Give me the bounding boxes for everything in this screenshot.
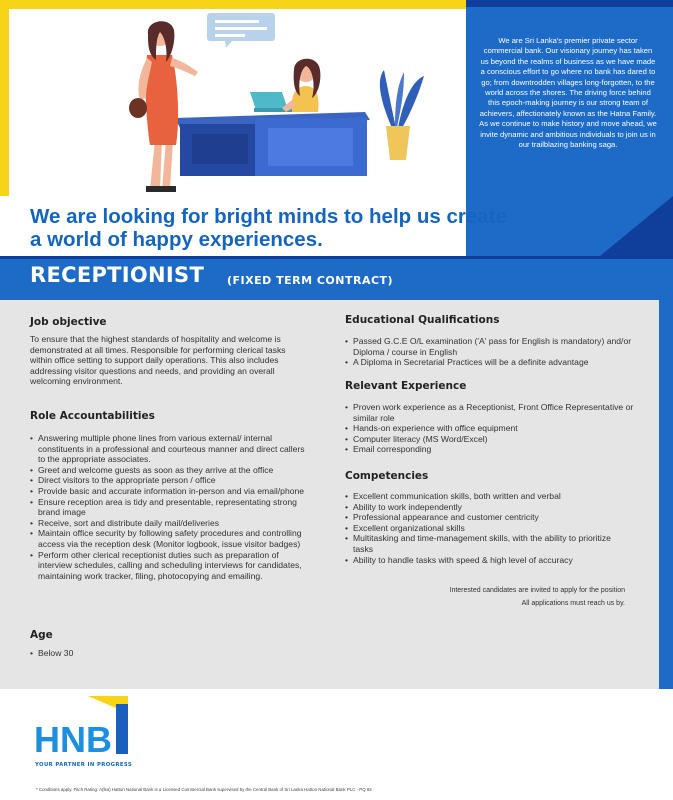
objective-text: To ensure that the highest standards of hospitality and welcome is demonstrated at all times. Responsible for performing clerical tasks within office setting to support daily operations. This also includes addressing visitor questions and needs, and providing an overall welcoming environment. [30, 334, 286, 387]
footnote: * Conditions apply. Fitch Rating: A(lka) Hatton National Bank is a Licensed Commercial Bank supervised by the Central Bank of Sri Lanka Hatton National Bank PLC - PQ 82 [36, 787, 372, 792]
plant-icon [380, 70, 424, 160]
reception-illustration [0, 0, 466, 196]
list-item: • Passed G.C.E O/L examination ('A' pass for English is mandatory) and/or Diploma / course in English [345, 336, 645, 357]
list-item: • Receive, sort and distribute daily mail/deliveries [30, 518, 306, 529]
education-list [345, 336, 645, 368]
headline-line-2: a world of happy experiences. [30, 228, 323, 251]
list-item: • Ability to handle tasks with speed & high level of accuracy [345, 555, 630, 566]
intro-text: We are Sri Lanka's premier private sector commercial bank. Our visionary journey has taken us beyond the realms of business as we have made a conscious effort to go where no bank has dared to go; from downtrodden villages long-forgotten, to the world across the shores. The driving force behind this epoch-making journey is our strong team of achievers, affectionately known as the Hatna Family. As we continue to make history and move ahead, we invite dynamic and ambitious individuals to join us in our trailblazing banking saga. [479, 36, 657, 150]
yellow-top-border [0, 0, 466, 9]
list-item: • Direct visitors to the appropriate person / office [30, 475, 306, 486]
headline-line-1: We are looking for bright minds to help us create [30, 205, 507, 228]
age-heading: Age [30, 629, 53, 641]
job-title: RECEPTIONIST [30, 263, 205, 287]
list-item: • Excellent organizational skills [345, 523, 630, 534]
receptionist-figure-icon [282, 59, 320, 112]
education-heading: Educational Qualifications [345, 314, 500, 326]
hero-illustration [0, 0, 466, 196]
yellow-left-border [0, 0, 9, 196]
speech-bubble-icon [207, 13, 275, 48]
list-item: • Computer literacy (MS Word/Excel) [345, 434, 650, 445]
list-item: • Below 30 [30, 648, 230, 659]
list-item: • Provide basic and accurate information in-person and via email/phone [30, 486, 306, 497]
list-item: • Ability to work independently [345, 502, 630, 513]
objective-heading: Job objective [30, 316, 107, 328]
list-item: • Perform other clerical receptionist duties such as preparation of interview schedules, calling and scheduling interviews for candidates, maintaining work tracker, filing, photocopying and emailing. [30, 550, 306, 582]
logo-text: HNB [34, 719, 112, 756]
list-item: • Email corresponding [345, 444, 650, 455]
accountabilities-heading: Role Accountabilities [30, 410, 155, 422]
list-item: • Greet and welcome guests as soon as they arrive at the office [30, 465, 306, 476]
list-item: • Excellent communication skills, both written and verbal [345, 491, 630, 502]
reception-desk-icon [175, 112, 370, 176]
list-item: • Answering multiple phone lines from various external/ internal constituents in a professional and courteous manner and direct callers to the appropriate associates. [30, 433, 306, 465]
list-item: • Maintain office security by following safety procedures and controlling access via the reception desk (Monitor logbook, issue visitor badges) [30, 528, 306, 549]
job-contract-type: (FIXED TERM CONTRACT) [227, 274, 394, 287]
list-item: • Proven work experience as a Receptionist, Front Office Representative or similar role [345, 402, 650, 423]
competencies-heading: Competencies [345, 470, 429, 482]
competencies-list [345, 491, 630, 565]
apply-line-1: Interested candidates are invited to apply for the position [449, 587, 625, 594]
list-item: • A Diploma in Secretarial Practices will be a definite advantage [345, 357, 645, 368]
experience-heading: Relevant Experience [345, 380, 467, 392]
age-list [30, 648, 230, 659]
apply-line-2: All applications must reach us by. [521, 600, 625, 607]
corner-accent-shape [600, 196, 673, 256]
list-item: • Hands-on experience with office equipment [345, 423, 650, 434]
headline [30, 205, 550, 251]
hnb-logo [34, 696, 134, 756]
right-blue-bar [659, 300, 673, 689]
hnb-logo-icon [34, 696, 134, 756]
list-item: • Ensure reception area is tidy and presentable, representating strong brand image [30, 497, 306, 518]
list-item: • Professional appearance and customer centricity [345, 512, 630, 523]
accountabilities-list [30, 433, 306, 581]
list-item: • Multitasking and time-management skills, with the ability to prioritize tasks [345, 533, 630, 554]
experience-list [345, 402, 650, 455]
tagline: YOUR PARTNER IN PROGRESS [35, 762, 133, 768]
